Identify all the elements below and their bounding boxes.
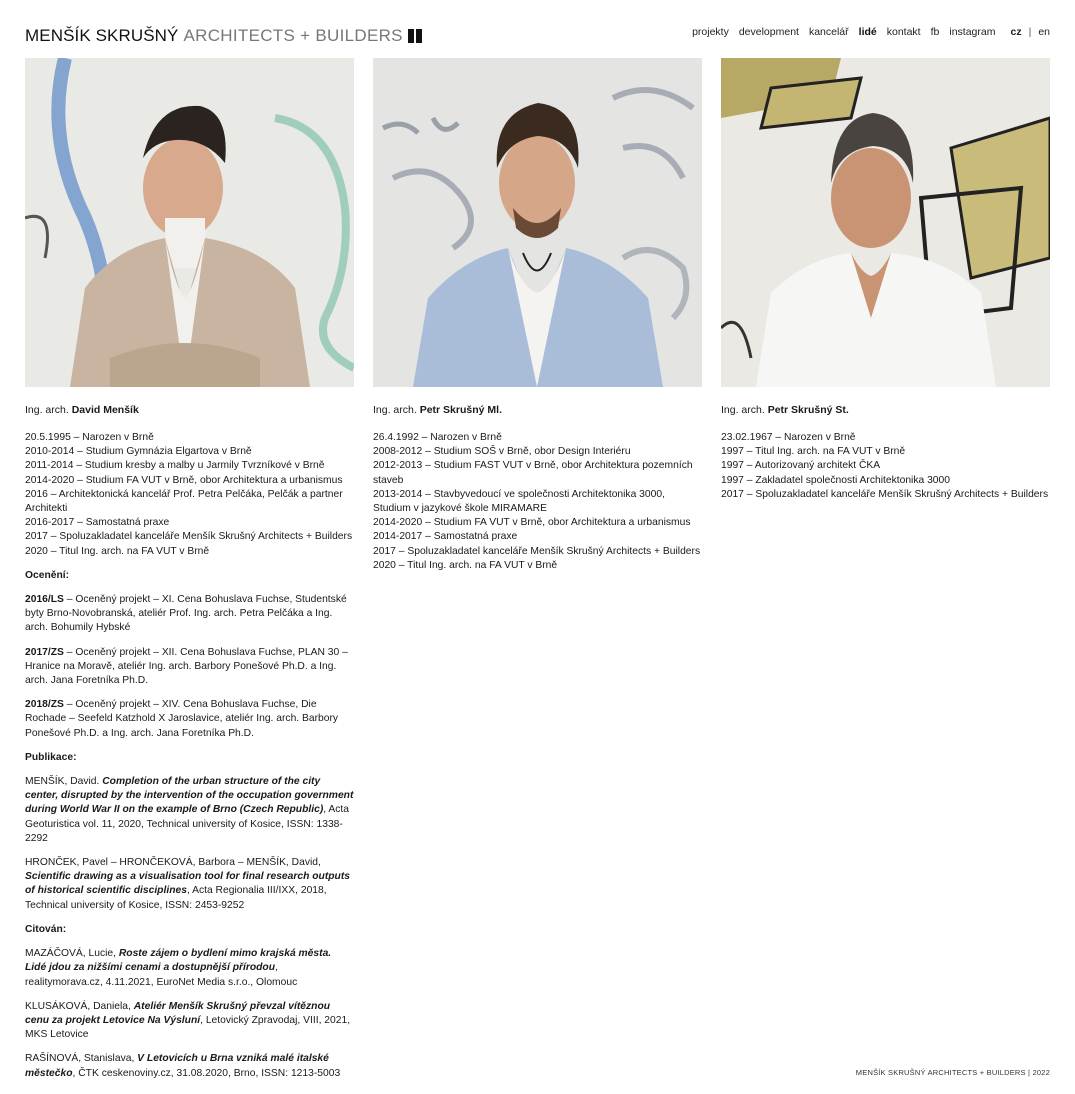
cv-item: 23.02.1967 – Narozen v Brně [721, 432, 856, 443]
publication-title: Scientific drawing as a visualisation tool for final research outputs of historical scientific disciplines [25, 871, 350, 897]
person-title: Ing. arch. [25, 404, 69, 416]
person-fullname: Petr Skrušný Ml. [419, 404, 502, 416]
nav-fb[interactable]: fb [930, 26, 940, 38]
site-footer [856, 1068, 1050, 1077]
cited-author: RAŠÍNOVÁ, Stanislava, [25, 1053, 138, 1065]
publication-entry [25, 856, 354, 913]
cv-list [721, 431, 1050, 502]
cited-source: , Letovický Zpravodaj, VIII, 2021, MKS Letovice [25, 1014, 351, 1041]
cv-item: 2020 – Titul Ing. arch. na FA VUT v Brně [25, 545, 210, 557]
cv-item: 2017 – Spoluzakladatel kanceláře Menšík Skrušný Architects + Builders [373, 545, 701, 557]
award-text: – Oceněný projekt – XIV. Cena Bohuslava Fuchse, Die Rochade – Seefeld Katzhold X Jaroslavice, ateliér Ing. arch. Barbory Ponešové Ph.D. a Ing. arch. Jana Foretníka Ph.D. [25, 699, 339, 739]
person-card-david-mensik [25, 58, 354, 1081]
cv-item: 2016 – Architektonická kancelář Prof. Petra Pelčáka, Pelčák a partner Architekti [25, 488, 343, 515]
cited-title: V Letovicích u Brna vzniká malé italské městečko [25, 1053, 329, 1079]
cv-item: 2008-2012 – Studium SOŠ v Brně, obor Design Interiéru [373, 446, 631, 458]
award-text: – Oceněný projekt – XII. Cena Bohuslava Fuchse, PLAN 30 – Hranice na Moravě, ateliér Ing. arch. Barbory Ponešové Ph.D. a Ing. arch. Jana Foretníka Ph.D. [25, 646, 348, 687]
footer-company: MENŠÍK SKRUŠNÝ ARCHITECTS + BUILDERS [855, 1068, 1026, 1077]
portrait-photo-petr-skrusny-st [721, 58, 1050, 387]
award-text: – Oceněný projekt – XI. Cena Bohuslava Fuchse, Studentské byty Brno-Novobranská, ateliér Prof. Ing. arch. Petra Pelčáka a Ing. arch. Bohumily Hybské [25, 594, 347, 634]
award-entry [25, 593, 354, 636]
portrait-photo-david-mensik [25, 58, 354, 387]
cited-heading: Citován: [25, 923, 67, 935]
logo-tagline: ARCHITECTS + BUILDERS [183, 26, 403, 45]
cv-item: 2014-2020 – Studium FA VUT v Brně, obor Architektura a urbanismus [373, 517, 691, 529]
logo-mark-icon [408, 29, 422, 43]
cv-item: 2014-2020 – Studium FA VUT v Brně, obor Architektura a urbanismus [25, 474, 343, 486]
logo-name: MENŠÍK SKRUŠNÝ [25, 26, 179, 45]
footer-year: 2022 [1032, 1068, 1050, 1077]
cv-item: 20.5.1995 – Narozen v Brně [25, 432, 154, 443]
nav-instagram[interactable]: instagram [949, 26, 996, 38]
award-entry [25, 698, 354, 741]
publication-authors: HRONČEK, Pavel – HRONČEKOVÁ, Barbora – MENŠÍK, David, [25, 857, 321, 869]
main-nav [682, 26, 1050, 38]
publications-heading: Publikace: [25, 751, 77, 763]
publication-authors: MENŠÍK, David. [25, 776, 103, 788]
person-name [25, 403, 354, 417]
cited-source: , realitymorava.cz, 4.11.2021, EuroNet Media s.r.o., Olomouc [25, 962, 298, 988]
cited-title: Roste zájem o bydlení mimo krajská města. Lidé jdou za nižšími cenami a dostupnější přírodou [25, 948, 332, 974]
person-title: Ing. arch. [721, 404, 765, 416]
nav-kancelar[interactable]: kancelář [808, 26, 849, 38]
nav-kontakt[interactable]: kontakt [886, 26, 921, 38]
cv-item: 2011-2014 – Studium kresby a malby u Jarmily Tvrzníkové v Brně [25, 460, 325, 472]
award-entry [25, 646, 354, 689]
cv-item: 2016-2017 – Samostatná praxe [25, 517, 170, 529]
lang-cz[interactable]: cz [1010, 26, 1022, 38]
publication-title: Completion of the urban structure of the city center, disrupted by the intervention of the occupation government during World War II on the example of Brno (Czech Republic) [25, 776, 354, 816]
cv-item: 1997 – Autorizovaný architekt ČKA [721, 460, 881, 472]
cited-entry [25, 947, 354, 990]
portrait-photo-petr-skrusny-ml [373, 58, 702, 387]
person-fullname: Petr Skrušný St. [767, 404, 849, 416]
nav-lide[interactable]: lidé [858, 26, 877, 38]
publication-source: , Acta Geoturistica vol. 11, 2020, Technical university of Kosice, ISSN: 1338-2292 [25, 804, 350, 844]
person-card-petr-skrusny-ml [373, 58, 702, 573]
awards-heading: Ocenění: [25, 569, 70, 581]
cited-author: MAZÁČOVÁ, Lucie, [25, 948, 119, 960]
cited-title: Ateliér Menšík Skrušný převzal vítěznou cenu za projekt Letovice Na Výsluní [25, 1000, 331, 1026]
cited-author: KLUSÁKOVÁ, Daniela, [25, 1000, 134, 1012]
person-fullname: David Menšík [71, 404, 139, 416]
person-name [373, 403, 702, 417]
cited-entry [25, 1000, 354, 1043]
cited-entry [25, 1052, 354, 1080]
award-label: 2017/ZS [25, 646, 64, 658]
cv-item: 2017 – Spoluzakladatel kanceláře Menšík Skrušný Architects + Builders [25, 531, 353, 543]
site-logo[interactable] [25, 26, 422, 46]
award-label: 2016/LS [25, 594, 64, 606]
publication-entry [25, 775, 354, 846]
nav-projekty[interactable]: projekty [692, 26, 729, 38]
cv-list [373, 431, 702, 573]
cv-item: 2014-2017 – Samostatná praxe [373, 531, 518, 543]
cv-item: 2017 – Spoluzakladatel kanceláře Menšík Skrušný Architects + Builders [721, 488, 1049, 500]
cv-item: 2013-2014 – Stavbyvedoucí ve společnosti Architektonika 3000, Studium v jazykové škole MIRAMARE [373, 488, 665, 515]
cited-source: , ČTK ceskenoviny.cz, 31.08.2020, Brno, ISSN: 1213-5003 [72, 1067, 341, 1079]
cv-item: 2012-2013 – Studium FAST VUT v Brně, obor Architektura pozemních staveb [373, 460, 693, 486]
person-title: Ing. arch. [373, 404, 417, 416]
language-switcher [1010, 26, 1050, 38]
person-name [721, 403, 1050, 417]
footer-separator: | [1028, 1068, 1031, 1077]
nav-development[interactable]: development [738, 26, 799, 38]
publication-source: , Acta Regionalia III/IXX, 2018, Technical university of Kosice, ISSN: 2453-9252 [25, 885, 327, 911]
lang-separator: | [1028, 26, 1032, 38]
cv-item: 2010-2014 – Studium Gymnázia Elgartova v Brně [25, 446, 252, 458]
lang-en[interactable]: en [1038, 26, 1050, 38]
cv-list [25, 431, 354, 559]
award-label: 2018/ZS [25, 699, 64, 711]
cv-item: 1997 – Titul Ing. arch. na FA VUT v Brně [721, 446, 906, 458]
cv-item: 26.4.1992 – Narozen v Brně [373, 432, 502, 443]
cv-item: 2020 – Titul Ing. arch. na FA VUT v Brně [373, 559, 558, 571]
person-card-petr-skrusny-st [721, 58, 1050, 502]
cv-item: 1997 – Zakladatel společnosti Architektonika 3000 [721, 474, 950, 486]
